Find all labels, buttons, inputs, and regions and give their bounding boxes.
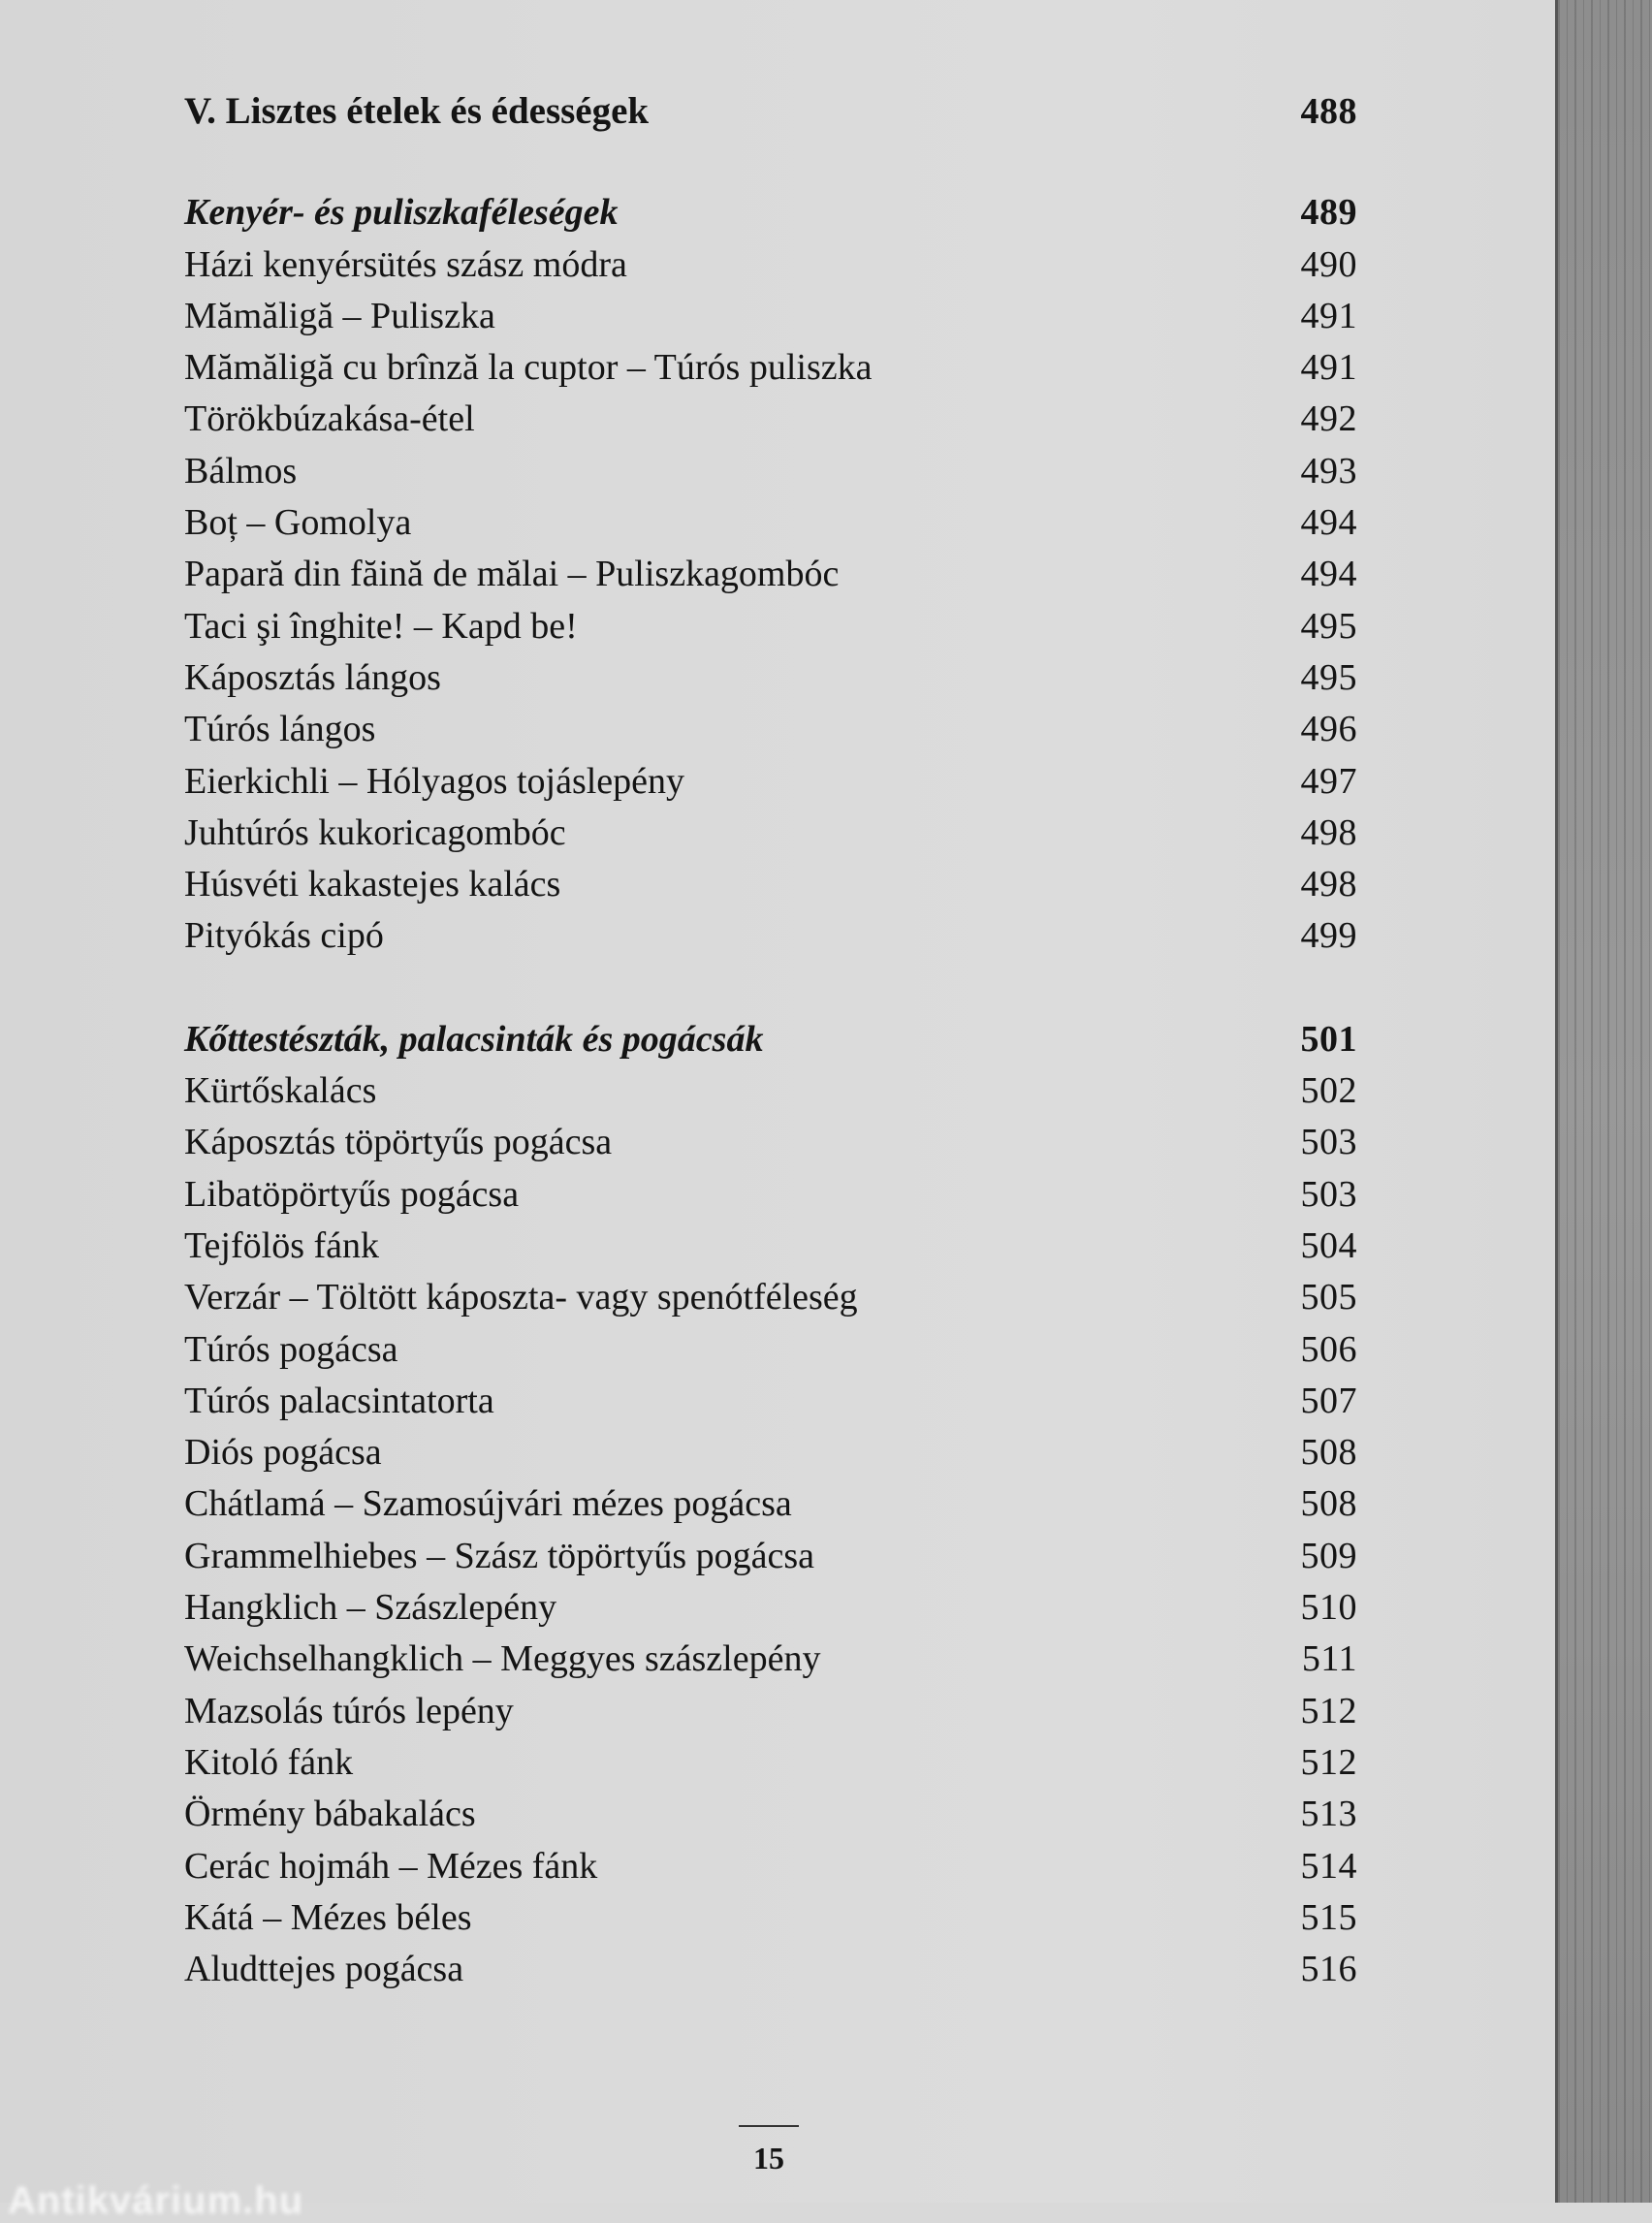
part-title: V. Lisztes ételek és édességek bbox=[184, 90, 650, 132]
entry-page-number: 495 bbox=[1300, 605, 1357, 647]
toc-entry bbox=[184, 1117, 1357, 1168]
toc-entry bbox=[184, 497, 1357, 549]
entry-page-number: 493 bbox=[1300, 450, 1357, 492]
entry-page-number: 491 bbox=[1300, 295, 1357, 336]
entry-title: Törökbúzakása-étel bbox=[184, 398, 475, 440]
entry-page-number: 512 bbox=[1300, 1690, 1357, 1731]
toc-entry bbox=[184, 1169, 1357, 1221]
section-title: Kőttestészták, palacsinták és pogácsák bbox=[184, 1018, 764, 1060]
entry-title: Túrós pogácsa bbox=[184, 1328, 398, 1370]
page-footer bbox=[737, 2125, 801, 2176]
entry-title: Pityókás cipó bbox=[184, 915, 384, 957]
entry-page-number: 515 bbox=[1300, 1896, 1357, 1938]
entry-title: Káposztás lángos bbox=[184, 656, 441, 698]
entry-page-number: 494 bbox=[1300, 502, 1357, 544]
toc-entry bbox=[184, 1841, 1357, 1892]
entry-page-number: 513 bbox=[1300, 1794, 1357, 1835]
toc-part-heading bbox=[184, 85, 1357, 137]
toc-entry bbox=[184, 652, 1357, 704]
toc-entry bbox=[184, 1892, 1357, 1944]
spacer bbox=[184, 963, 1357, 1014]
toc-entry bbox=[184, 1531, 1357, 1582]
entry-page-number: 496 bbox=[1300, 709, 1357, 750]
entry-title: Boț – Gomolya bbox=[184, 502, 412, 544]
watermark: Antikvárium.hu bbox=[8, 2179, 304, 2222]
toc-entry bbox=[184, 1634, 1357, 1685]
entry-title: Eierkichli – Hólyagos tojáslepény bbox=[184, 760, 685, 802]
entry-title: Kürtőskalács bbox=[184, 1070, 377, 1112]
entry-page-number: 498 bbox=[1300, 811, 1357, 853]
entry-page-number: 507 bbox=[1300, 1380, 1357, 1421]
entry-title: Tejfölös fánk bbox=[184, 1224, 380, 1266]
toc-entry bbox=[184, 1065, 1357, 1117]
section-entries bbox=[184, 239, 1357, 963]
entry-page-number: 508 bbox=[1300, 1483, 1357, 1525]
entry-title: Túrós palacsintatorta bbox=[184, 1380, 494, 1421]
toc-entry bbox=[184, 910, 1357, 962]
section-entries bbox=[184, 1065, 1357, 1995]
toc-entry bbox=[184, 1427, 1357, 1478]
toc-entry bbox=[184, 1686, 1357, 1737]
entry-title: Libatöpörtyűs pogácsa bbox=[184, 1173, 520, 1215]
toc-entry bbox=[184, 446, 1357, 497]
entry-title: Kátá – Mézes béles bbox=[184, 1896, 472, 1938]
entry-page-number: 516 bbox=[1300, 1949, 1357, 1990]
toc-entry bbox=[184, 1789, 1357, 1840]
entry-page-number: 504 bbox=[1300, 1224, 1357, 1266]
toc-entry bbox=[184, 1478, 1357, 1530]
entry-title: Bálmos bbox=[184, 450, 298, 492]
entry-page-number: 508 bbox=[1300, 1432, 1357, 1474]
entry-page-number: 510 bbox=[1300, 1587, 1357, 1629]
toc-entry bbox=[184, 394, 1357, 445]
entry-title: Mămăligă cu brînză la cuptor – Túrós puliszka bbox=[184, 347, 873, 389]
entry-page-number: 490 bbox=[1300, 243, 1357, 285]
toc-section-heading bbox=[184, 1014, 1357, 1065]
entry-page-number: 491 bbox=[1300, 347, 1357, 389]
toc-entry bbox=[184, 1221, 1357, 1272]
entry-title: Káposztás töpörtyűs pogácsa bbox=[184, 1122, 613, 1163]
entry-title: Cerác hojmáh – Mézes fánk bbox=[184, 1845, 598, 1887]
toc-entry bbox=[184, 1272, 1357, 1323]
entry-page-number: 502 bbox=[1300, 1070, 1357, 1112]
toc-entry bbox=[184, 342, 1357, 394]
entry-page-number: 492 bbox=[1300, 398, 1357, 440]
footer-rule bbox=[739, 2125, 799, 2127]
toc-entry bbox=[184, 1944, 1357, 1995]
entry-title: Kitoló fánk bbox=[184, 1741, 354, 1783]
section-page-number: 489 bbox=[1300, 192, 1357, 234]
table-of-contents bbox=[184, 85, 1357, 1995]
entry-title: Túrós lángos bbox=[184, 709, 376, 750]
entry-page-number: 494 bbox=[1300, 554, 1357, 595]
toc-entry bbox=[184, 549, 1357, 600]
toc-entry bbox=[184, 601, 1357, 652]
toc-entry bbox=[184, 239, 1357, 291]
entry-page-number: 497 bbox=[1300, 760, 1357, 802]
entry-title: Házi kenyérsütés szász módra bbox=[184, 243, 627, 285]
wood-background bbox=[1555, 0, 1652, 2203]
entry-title: Chátlamá – Szamosújvári mézes pogácsa bbox=[184, 1483, 792, 1525]
entry-page-number: 509 bbox=[1300, 1535, 1357, 1576]
toc-entry bbox=[184, 756, 1357, 808]
entry-title: Örmény bábakalács bbox=[184, 1794, 476, 1835]
entry-title: Hangklich – Szászlepény bbox=[184, 1587, 557, 1629]
toc-entry bbox=[184, 1582, 1357, 1634]
toc-entry bbox=[184, 859, 1357, 910]
page-number: 15 bbox=[753, 2141, 784, 2175]
toc-entry bbox=[184, 1376, 1357, 1427]
entry-title: Papară din făină de mălai – Puliszkagombóc bbox=[184, 554, 840, 595]
entry-page-number: 514 bbox=[1300, 1845, 1357, 1887]
toc-entry bbox=[184, 1737, 1357, 1789]
entry-page-number: 503 bbox=[1300, 1173, 1357, 1215]
spacer bbox=[184, 137, 1357, 187]
entry-title: Weichselhangklich – Meggyes szászlepény bbox=[184, 1638, 821, 1680]
entry-title: Mazsolás túrós lepény bbox=[184, 1690, 514, 1731]
toc-entry bbox=[184, 291, 1357, 342]
entry-page-number: 506 bbox=[1300, 1328, 1357, 1370]
entry-page-number: 498 bbox=[1300, 864, 1357, 905]
toc-entry bbox=[184, 704, 1357, 755]
entry-title: Aludttejes pogácsa bbox=[184, 1949, 464, 1990]
toc-entry bbox=[184, 808, 1357, 859]
entry-page-number: 503 bbox=[1300, 1122, 1357, 1163]
entry-page-number: 505 bbox=[1300, 1277, 1357, 1318]
section-title: Kenyér- és puliszkaféleségek bbox=[184, 192, 619, 234]
entry-page-number: 512 bbox=[1300, 1741, 1357, 1783]
entry-page-number: 511 bbox=[1301, 1638, 1357, 1680]
entry-title: Verzár – Töltött káposzta- vagy spenótféleség bbox=[184, 1277, 858, 1318]
toc-section-heading bbox=[184, 187, 1357, 238]
entry-title: Mămăligă – Puliszka bbox=[184, 295, 495, 336]
section-page-number: 501 bbox=[1300, 1018, 1357, 1060]
entry-page-number: 495 bbox=[1300, 656, 1357, 698]
entry-title: Húsvéti kakastejes kalács bbox=[184, 864, 561, 905]
toc-entry bbox=[184, 1324, 1357, 1376]
entry-page-number: 499 bbox=[1300, 915, 1357, 957]
entry-title: Taci şi înghite! – Kapd be! bbox=[184, 605, 578, 647]
entry-title: Diós pogácsa bbox=[184, 1432, 382, 1474]
entry-title: Juhtúrós kukoricagombóc bbox=[184, 811, 566, 853]
entry-title: Grammelhiebes – Szász töpörtyűs pogácsa bbox=[184, 1535, 815, 1576]
part-page-number: 488 bbox=[1300, 91, 1357, 132]
